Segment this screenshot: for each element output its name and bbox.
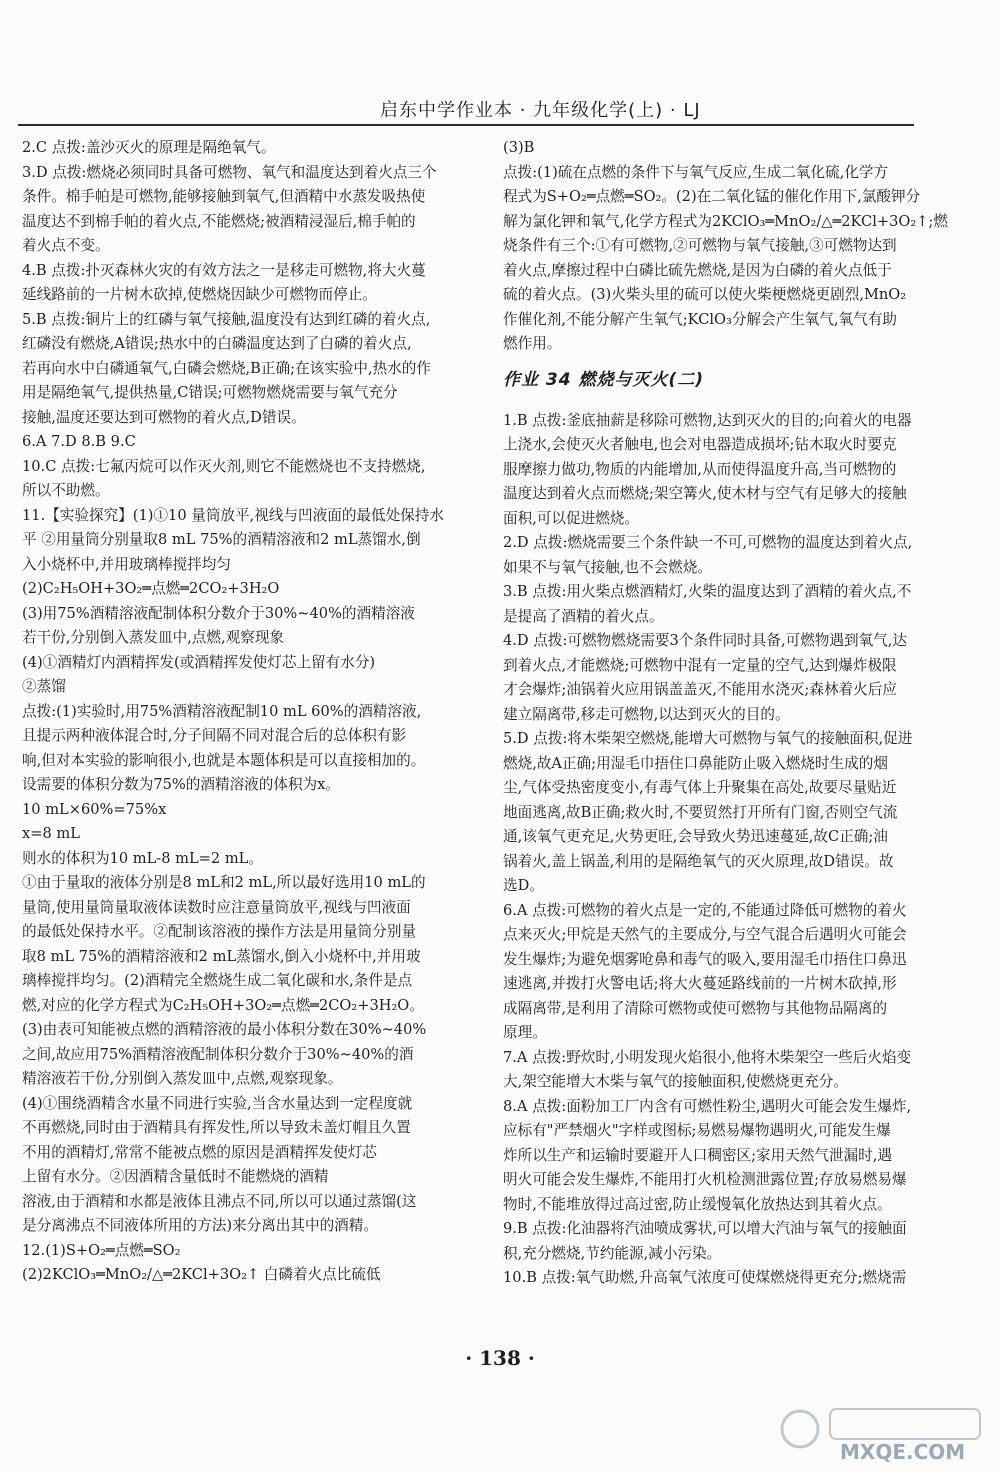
text-line: 设需要的体积分数为75%的酒精溶液的体积为x。	[22, 776, 340, 793]
header-title: 启东中学作业本 · 九年级化学(上) · LJ	[380, 100, 701, 121]
text-line: 烧条件有三个:①有可燃物,②可燃物与氧气接触,③可燃物达到	[503, 237, 897, 254]
text-line: 积,充分燃烧,节约能源,减小污染。	[503, 1244, 722, 1262]
text-line: 通,该氧气更充足,火势更旺,会导致火势迅速蔓延,故C正确;油	[503, 828, 888, 845]
text-line: 不用的酒精灯,常常不能被点燃的原因是酒精挥发使灯芯	[22, 1143, 377, 1161]
text-line: 7.A 点拨:野炊时,小明发现火焰很小,他将木柴架空一些后火焰变	[503, 1048, 912, 1066]
text-line: 大,架空能增大木柴与氧气的接触面积,使燃烧更充分。	[503, 1073, 848, 1090]
text-line: 8.A 点拨:面粉加工厂内含有可燃性粉尘,遇明火可能会发生爆炸,	[503, 1097, 912, 1115]
text-line: 4.B 点拨:扑灭森林火灾的有效方法之一是移走可燃物,将大火蔓	[22, 261, 426, 279]
text-line: 炸所以生产和运输时要避开人口稠密区;家用天然气泄漏时,遇	[503, 1146, 892, 1164]
text-line: 之间,故应用75%酒精溶液配制体积分数介于30%~40%的酒	[22, 1045, 414, 1063]
text-line: 5.B 点拨:铜片上的红磷与氧气接触,温度没有达到红磷的着火点,	[22, 310, 431, 328]
text-line: 4.D 点拨:可燃物燃烧需要3个条件同时具备,可燃物遇到氧气,达	[503, 632, 907, 649]
text-line: 锅着火,盖上锅盖,利用的是隔绝氧气的灭火原理,故D错误。故	[503, 852, 894, 870]
text-line: 物时,不能堆放得过高过密,防止缓慢氧化放热达到其着火点。	[503, 1195, 892, 1213]
text-line: 服摩擦力做功,物质的内能增加,从而使得温度升高,当可燃物的	[503, 460, 897, 478]
text-line: 响,但对本实验的影响很小,也就是本题体积是可以直接相加的。	[22, 751, 426, 769]
text-line: 着火点,摩擦过程中白磷比硫先燃烧,是因为白磷的着火点低于	[503, 261, 892, 279]
text-line: 建立隔离带,移走可燃物,以达到灭火的目的。	[503, 705, 790, 723]
text-line: (3)用75%酒精溶液配制体积分数介于30%~40%的酒精溶液	[22, 604, 415, 622]
text-line: ②蒸馏	[22, 678, 66, 695]
text-line: 解为氯化钾和氧气,化学方程式为2KClO₃═MnO₂/△═2KCl+3O₂↑;燃	[503, 212, 948, 230]
text-line: 3.B 点拨:用火柴点燃酒精灯,火柴的温度达到了酒精的着火点,不	[503, 583, 912, 600]
text-line: 点拨:(1)实验时,用75%酒精溶液配制10 mL 60%的酒精溶液,	[22, 702, 422, 720]
text-line: (2)2KClO₃═MnO₂/△═2KCl+3O₂↑ 白磷着火点比硫低	[22, 1266, 381, 1283]
text-line: 温度达不到棉手帕的着火点,不能燃烧;被酒精浸湿后,棉手帕的	[22, 212, 416, 230]
text-line: 到着火点,才能燃烧;可燃物中混有一定量的空气,达到爆炸极限	[503, 656, 897, 674]
text-line: x=8 mL	[22, 825, 80, 842]
text-line: 入小烧杯中,并用玻璃棒搅拌均匀	[22, 555, 231, 573]
binding-mark	[0, 690, 14, 750]
page-number: · 138 ·	[465, 1346, 535, 1370]
left-column	[22, 136, 482, 1288]
header-rule	[18, 124, 914, 126]
text-line: 璃棒搅拌均匀。(2)酒精完全燃烧生成二氧化碳和水,条件是点	[22, 972, 413, 989]
text-line: (3)B	[503, 139, 535, 156]
page-header	[0, 96, 1000, 130]
text-line: 上浇水,会使灭火者触电,也会对电器造成损坏;钻木取火时要克	[503, 436, 897, 453]
text-line: 用是隔绝氧气,提供热量,C错误;可燃物燃烧需要与氧气充分	[22, 384, 398, 401]
text-line: 5.D 点拨:将木柴架空燃烧,能增大可燃物与氧气的接触面积,促进	[503, 730, 913, 747]
text-line: 才会爆炸;油锅着火应用锅盖盖灭,不能用水浇灭;森林着火后应	[503, 681, 897, 698]
text-line: 成隔离带,是利用了清除可燃物或使可燃物与其他物品隔离的	[503, 999, 888, 1017]
text-line: 3.D 点拨:燃烧必须同时具备可燃物、氧气和温度达到着火点三个	[22, 163, 437, 181]
text-line: 若干份,分别倒入蒸发皿中,点燃,观察现象	[22, 629, 285, 646]
text-line: 的最低处保持水平。②配制该溶液的操作方法是用量筒分别量	[22, 923, 417, 940]
watermark-text: MXQE.COM	[840, 1440, 966, 1464]
text-line: 速逃离,并拨打火警电话;将大火蔓延路线前的一片树木砍掉,形	[503, 975, 897, 992]
text-line: 是分离沸点不同液体所用的方法)来分离出其中的酒精。	[22, 1217, 378, 1234]
text-line: (4)①酒精灯内酒精挥发(或酒精挥发使灯芯上留有水分)	[22, 653, 376, 671]
text-line: 燃作用。	[503, 335, 562, 352]
text-line: 且提示两种液体混合时,分子间隔不同对混合后的总体积有影	[22, 727, 407, 744]
text-line: 6.A 点拨:可燃物的着火点是一定的,不能通过降低可燃物的着火	[503, 901, 907, 919]
text-line: 程式为S+O₂═点燃═SO₂。(2)在二氧化锰的催化作用下,氯酸钾分	[503, 188, 921, 205]
text-line: ①由于量取的液体分别是8 mL和2 mL,所以最好选用10 mL的	[22, 874, 426, 891]
text-line: 10.C 点拨:七氟丙烷可以作灭火剂,则它不能燃烧也不支持燃烧,	[22, 457, 426, 475]
text-line: 面积,可以促进燃烧。	[503, 509, 639, 527]
text-line: 燃烧,故A正确;用湿毛巾捂住口鼻能防止吸入燃烧时生成的烟	[503, 754, 888, 772]
text-line: (3)由表可知能被点燃的酒精溶液的最小体积分数在30%~40%	[22, 1021, 427, 1038]
text-line: 如果不与氧气接触,也不会燃烧。	[503, 558, 712, 576]
text-line: 精溶液若干份,分别倒入蒸发皿中,点燃,观察现象。	[22, 1070, 343, 1087]
text-line: 点拨:(1)硫在点燃的条件下与氧气反应,生成二氧化硫,化学方	[503, 163, 889, 181]
right-column-bottom	[503, 409, 918, 1291]
text-line: 燃,对应的化学方程式为C₂H₅OH+3O₂═点燃═2CO₂+3H₂O。	[22, 996, 424, 1014]
text-line: 作催化剂,不能分解产生氧气;KClO₃分解会产生氧气,氧气有助	[503, 310, 898, 328]
right-column-top	[503, 136, 948, 357]
text-line: 温度达到着火点而燃烧;架空篝火,使木材与空气有足够大的接触	[503, 485, 907, 502]
text-line: 溶液,由于酒精和水都是液体且沸点不同,所以可以通过蒸馏(这	[22, 1192, 417, 1210]
text-line: 10.B 点拨:氧气助燃,升高氧气浓度可使煤燃烧得更充分;燃烧需	[503, 1269, 907, 1286]
text-line: 则水的体积为10 mL-8 mL=2 mL。	[22, 849, 263, 867]
text-line: 11.【实验探究】(1)①10 量筒放平,视线与凹液面的最低处保持水	[22, 506, 444, 524]
text-line: 量筒,使用量筒量取液体读数时应注意量筒放平,视线与凹液面	[22, 898, 411, 916]
text-line: (4)①围绕酒精含水量不同进行实验,当含水量达到一定程度就	[22, 1094, 413, 1112]
text-line: 6.A 7.D 8.B 9.C	[22, 433, 136, 450]
text-line: 不再燃烧,同时由于酒精具有挥发性,所以导致未盖灯帽且久置	[22, 1119, 411, 1136]
section-heading: 作业 34 燃烧与灭火(二)	[503, 369, 705, 390]
text-line: 12.(1)S+O₂═点燃═SO₂	[22, 1241, 181, 1259]
text-line: 应标有"严禁烟火"字样或图标;易燃易爆物遇明火,可能发生爆	[503, 1122, 891, 1139]
text-line: 是提高了酒精的着火点。	[503, 607, 664, 625]
text-line: 原理。	[503, 1024, 547, 1041]
text-line: 发生爆炸;为避免烟雾呛鼻和毒气的吸入,要用湿毛巾捂住口鼻迅	[503, 950, 907, 968]
text-line: 2.C 点拨:盖沙灭火的原理是隔绝氧气。	[22, 139, 276, 156]
text-line: 明火可能会发生爆炸,不能用打火机检测泄露位置;存放易燃易爆	[503, 1171, 907, 1188]
text-line: 点来灭火;甲烷是天然气的主要成分,与空气混合后遇明火可能会	[503, 926, 907, 943]
text-line: 硫的着火点。(3)火柴头里的硫可以使火柴梗燃烧更剧烈,MnO₂	[503, 286, 907, 303]
right-column	[503, 136, 948, 1291]
text-line: 取8 mL 75%的酒精溶液和2 mL蒸馏水,倒入小烧杯中,并用玻	[22, 947, 421, 965]
text-line: 9.B 点拨:化油器将汽油喷成雾状,可以增大汽油与氧气的接触面	[503, 1220, 907, 1237]
text-line: 10 mL×60%=75%x	[22, 800, 167, 818]
text-line: 接触,温度还要达到可燃物的着火点,D错误。	[22, 408, 306, 426]
text-line: 若再向水中白磷通氧气,白磷会燃烧,B正确;在该实验中,热水的作	[22, 359, 431, 377]
text-line: 选D。	[503, 877, 544, 894]
text-line: 上留有水分。②因酒精含量低时不能燃烧的酒精	[22, 1168, 329, 1185]
text-line: 2.D 点拨:燃烧需要三个条件缺一不可,可燃物的温度达到着火点,	[503, 534, 913, 551]
text-line: 红磷没有燃烧,A错误;热水中的白磷温度达到了白磷的着火点,	[22, 335, 412, 352]
text-line: 尘,气体受热密度变小,有毒气体上升聚集在高处,故要尽量贴近	[503, 779, 897, 796]
text-line: 延线路前的一片树木砍掉,使燃烧因缺少可燃物而停止。	[22, 286, 377, 303]
text-line: 平 ②用量筒分别量取8 mL 75%的酒精溶液和2 mL蒸馏水,倒	[22, 531, 421, 548]
text-line: 地面逃离,故B正确;救火时,不要贸然打开所有门窗,否则空气流	[503, 803, 898, 821]
text-line: 着火点不变。	[22, 237, 110, 254]
text-line: 所以不助燃。	[22, 482, 110, 499]
text-line: 条件。棉手帕是可燃物,能够接触到氧气,但酒精中水蒸发吸热使	[22, 188, 426, 205]
text-line: 1.B 点拨:釜底抽薪是移除可燃物,达到灭火的目的;向着火的电器	[503, 411, 912, 429]
text-line: (2)C₂H₅OH+3O₂═点燃═2CO₂+3H₂O	[22, 580, 280, 597]
